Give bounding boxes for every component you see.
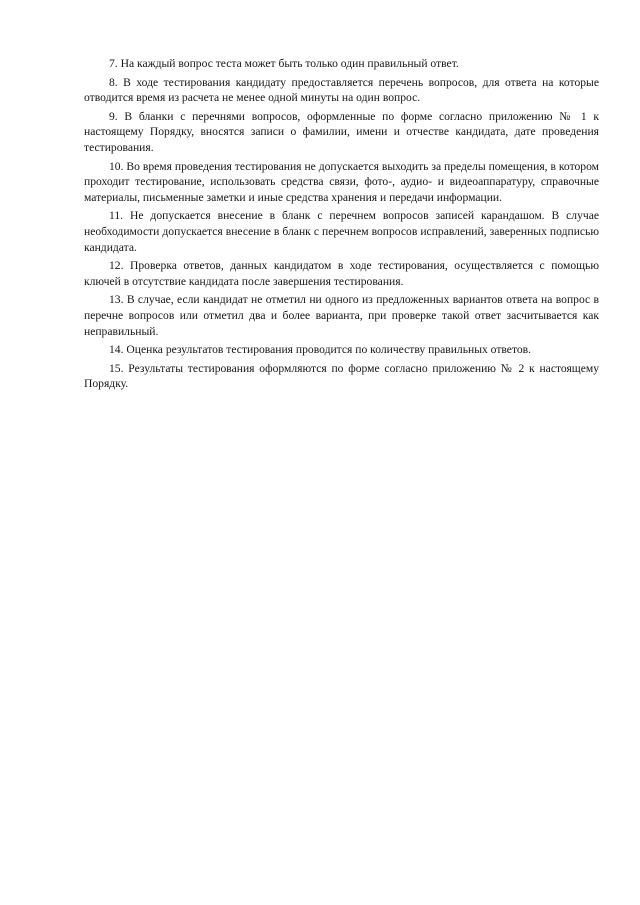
paragraph-10: 10. Во время проведения тестирования не допускается выходить за пределы помещения, в котором проходит тестирование, использовать средства связи, фото-, аудио- и видеоаппаратуру, справочные материалы, письменные заметки и иные средства хранения и передачи информации.: [84, 159, 599, 204]
paragraph-14: 14. Оценка результатов тестирования проводится по количеству правильных ответов.: [109, 343, 532, 357]
paragraph-7: 7. На каждый вопрос теста может быть только один правильный ответ.: [109, 57, 459, 70]
paragraph-12: 12. Проверка ответов, данных кандидатом в ходе тестирования, осуществляется с помощью ключей в отсутствие кандидата после завершения тестирования.: [84, 259, 599, 288]
paragraph-9: 9. В бланки с перечнями вопросов, оформленные по форме согласно приложению № 1 к настоящему Порядку, вносятся записи о фамилии, имени и отчестве кандидата, дате проведения тестирования.: [84, 109, 599, 154]
paragraph-13: 13. В случае, если кандидат не отметил ни одного из предложенных вариантов ответа на вопрос в перечне вопросов или отметил два и более варианта, при проверке такой ответ засчитывается как неправильный.: [84, 293, 599, 338]
paragraph-11: 11. Не допускается внесение в бланк с перечнем вопросов записей карандашом. В случае необходимости допускается внесение в бланк с перечнем вопросов исправлений, заверенных подписью кандидата.: [84, 209, 599, 254]
document-page: [84, 56, 599, 395]
paragraph-15: 15. Результаты тестирования оформляются по форме согласно приложению № 2 к настоящему Порядку.: [84, 361, 599, 391]
paragraph-8: 8. В ходе тестирования кандидату предоставляется перечень вопросов, для ответа на которые отводится время из расчета не менее одной минуты на один вопрос.: [84, 75, 599, 105]
